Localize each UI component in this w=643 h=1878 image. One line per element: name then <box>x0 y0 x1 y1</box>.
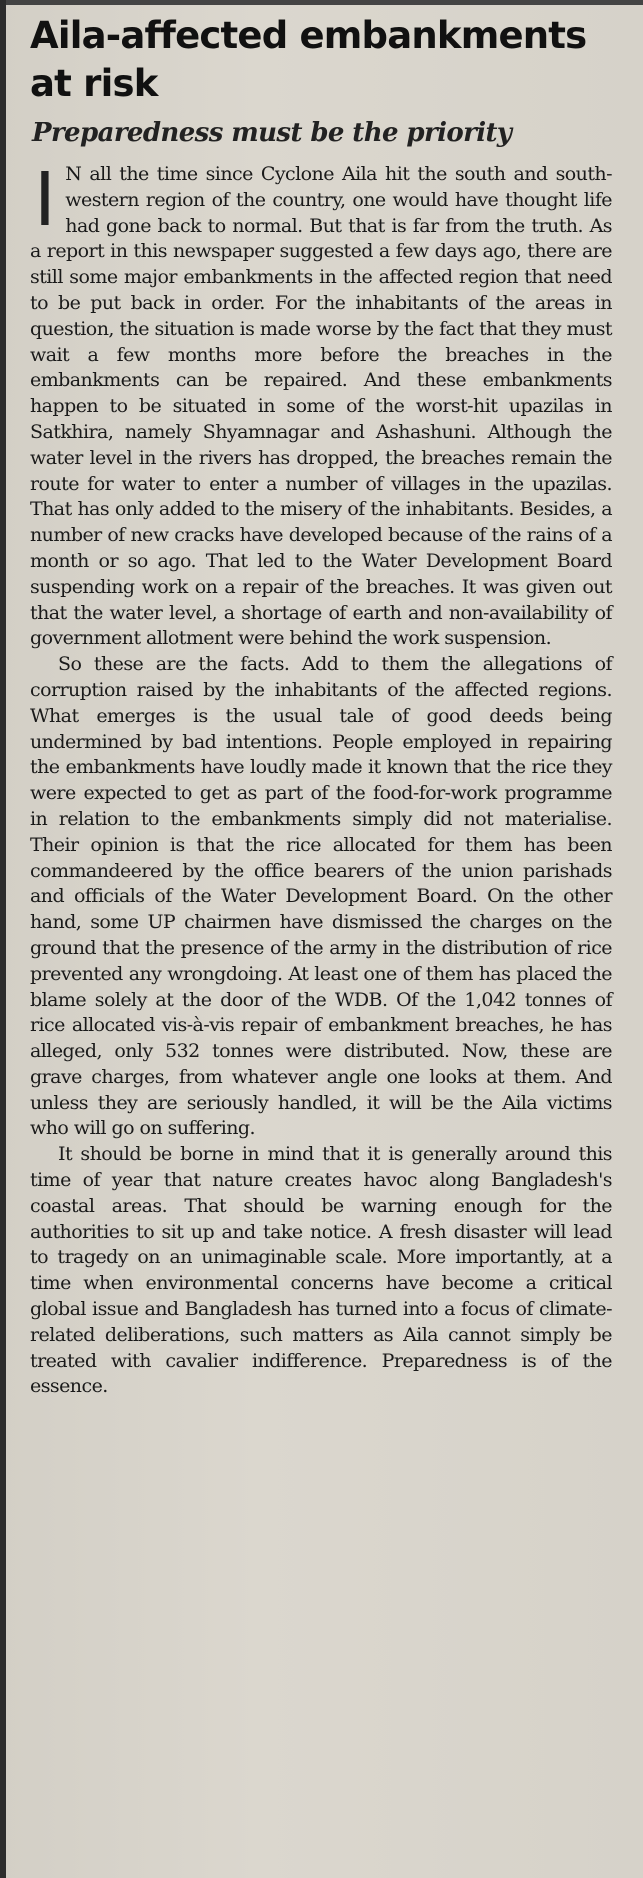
top-rule <box>0 0 643 5</box>
article-body <box>30 157 612 1400</box>
subheadline: Preparedness must be the priority <box>32 118 512 148</box>
paragraph-1-text: N all the time since Cyclone Aila hit the south and south-western region of the country, one would have thought life had gone back to normal. But that is far from the truth. As a report in this newspaper suggested a few days ago, there are still some major embankments in the affected region that need to be put back in order. For the inhabitants of the areas in question, the situation is made worse by the fact that they must wait a few months more before the breaches in the embankments can be repaired. And these embankments happen to be situated in some of the worst-hit upazilas in Satkhira, namely Shyamnagar and Ashashuni. Although the water level in the rivers has dropped, the breaches remain the route for water to enter a number of villages in the upazilas. That has only added to the misery of the inhabitants. Besides, a number of new cracks have developed because of the rains of a month or so ago. That led to the Water Development Board suspending work on a repair of the breaches. It was given out that the water level, a shortage of earth and non-availability of government allotment were behind the work suspension. <box>30 163 612 650</box>
drop-cap: I <box>34 157 56 243</box>
paragraph-2: So these are the facts. Add to them the allegations of corruption raised by the inhabitants of the affected regions. What emerges is the usual tale of good deeds being undermined by bad intentions. People employed in repairing the embankments have loudly made it known that the rice they were expected to get as part of the food-for-work programme in relation to the embankments simply did not materialise. Their opinion is that the rice allocated for them has been commandeered by the office bearers of the union parishads and officials of the Water Development Board. On the other hand, some UP chairmen have dismissed the charges on the ground that the presence of the army in the distribution of rice prevented any wrongdoing. At least one of them has placed the blame solely at the door of the WDB. Of the 1,042 tonnes of rice allocated vis-à-vis repair of embankment breaches, he has alleged, only 532 tonnes were distributed. Now, these are grave charges, from whatever angle one looks at them. And unless they are seriously handled, it will be the Aila victims who will go on suffering. <box>30 653 612 1140</box>
paragraph-1 <box>30 157 612 652</box>
headline: Aila-affected embankments at risk <box>30 14 587 105</box>
left-rule <box>0 0 6 1878</box>
paragraph-3: It should be borne in mind that it is generally around this time of year that nature creates havoc along Bangladesh's coastal areas. That should be warning enough for the authorities to sit up and take notice. A fresh disaster will lead to tragedy on an unimaginable scale. More importantly, at a time when environmental concerns have become a critical global issue and Bangladesh has turned into a focus of climate-related deliberations, such matters as Aila cannot simply be treated with cavalier indifference. Preparedness is of the essence. <box>30 1143 612 1398</box>
